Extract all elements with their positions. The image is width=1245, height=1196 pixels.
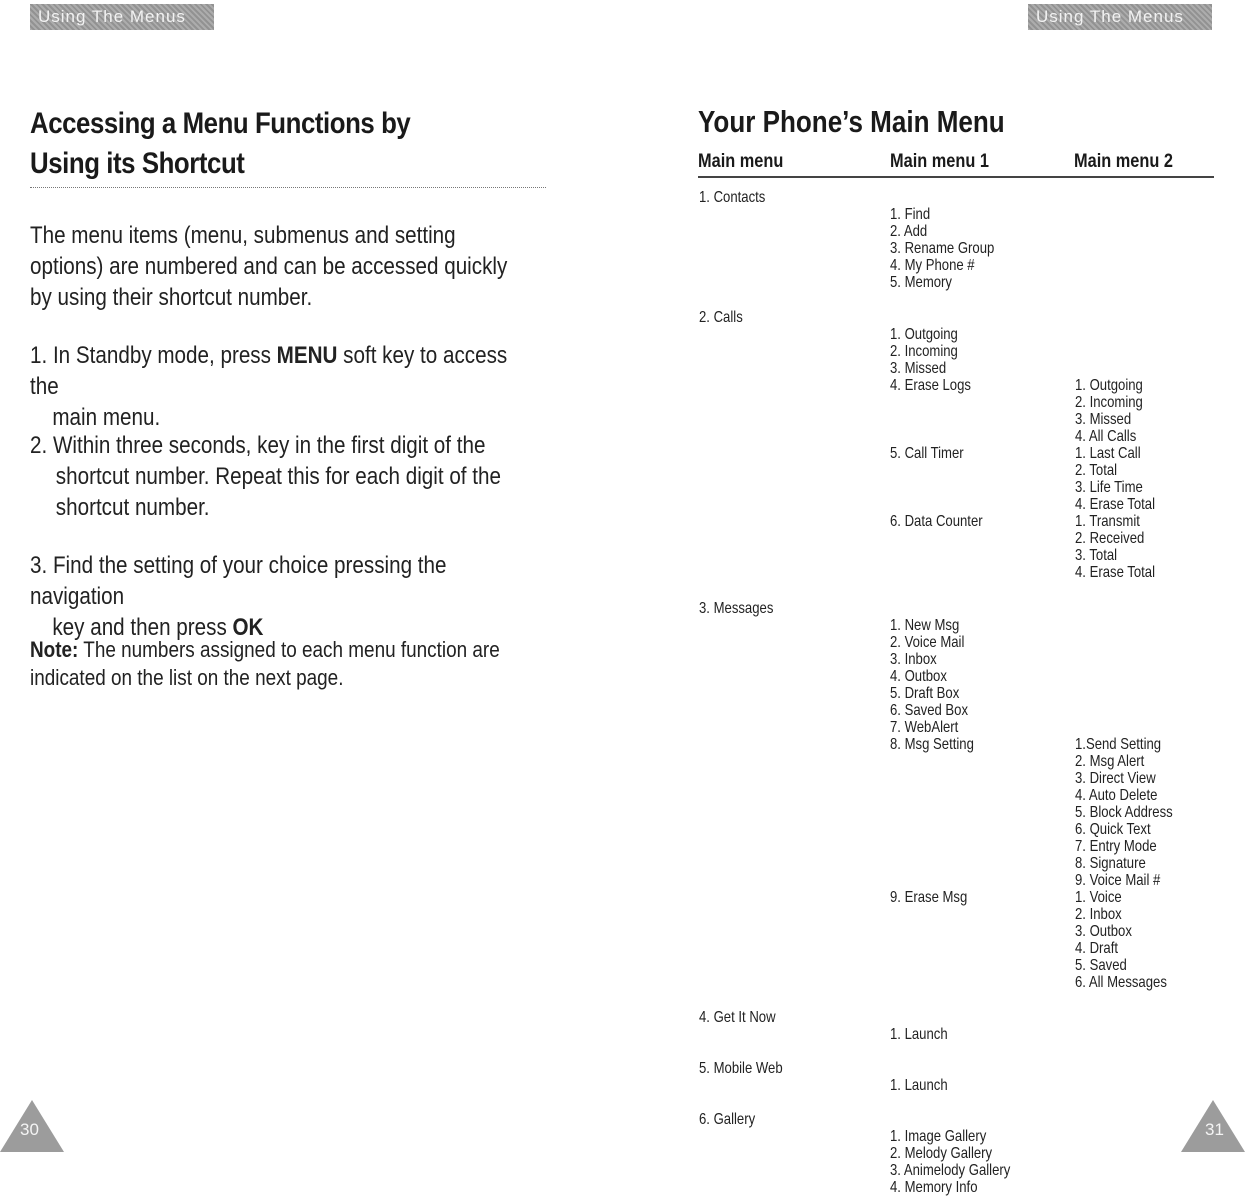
sub-submenu-item: 3. Missed <box>1075 411 1132 428</box>
submenu-item: 4. Erase Logs <box>890 377 971 394</box>
main-menu-item: 3. Messages <box>699 600 774 617</box>
submenu-item: 1. Launch <box>890 1026 948 1043</box>
step-2-line-2: shortcut number. Repeat this for each digit of the <box>55 463 501 490</box>
submenu-item: 1. Image Gallery <box>890 1128 987 1145</box>
submenu-item: 3. Missed <box>890 360 947 377</box>
main-menu-item: 6. Gallery <box>699 1111 756 1128</box>
submenu-item: 9. Erase Msg <box>890 889 968 906</box>
right-page-title: Your Phone’s Main Menu <box>698 104 1005 139</box>
sub-submenu-item: 2. Msg Alert <box>1075 753 1145 770</box>
sub-submenu-item: 1. Voice <box>1075 889 1122 906</box>
submenu-item: 3. Rename Group <box>890 240 995 257</box>
submenu-item: 7. WebAlert <box>890 719 959 736</box>
submenu-item: 2. Melody Gallery <box>890 1145 993 1162</box>
step-2 <box>30 430 512 523</box>
sub-submenu-item: 9. Voice Mail # <box>1075 872 1161 889</box>
step-2-line-3: shortcut number. <box>55 494 210 521</box>
main-menu-item: 5. Mobile Web <box>699 1060 783 1077</box>
step-1-line-2: main menu. <box>52 404 161 431</box>
note-text: The numbers assigned to each menu function are indicated on the list on the next page. <box>30 637 500 690</box>
sub-submenu-item: 2. Received <box>1075 530 1145 547</box>
sub-submenu-item: 1.Send Setting <box>1075 736 1162 753</box>
sub-submenu-item: 1. Last Call <box>1075 445 1141 462</box>
submenu-item: 4. Outbox <box>890 668 947 685</box>
step-3-line-1: 3. Find the setting of your choice pressing the navigation <box>30 552 447 610</box>
intro-paragraph: The menu items (menu, submenus and setting options) are numbered and can be accessed quickly by using their shortcut number. <box>30 222 508 311</box>
column-header-main-menu-2: Main menu 2 <box>1074 151 1173 172</box>
sub-submenu-item: 6. Quick Text <box>1075 821 1151 838</box>
menu-key-label: MENU <box>276 342 338 369</box>
note-paragraph <box>30 636 512 692</box>
section-tab-left: Using The Menus <box>30 4 214 30</box>
sub-submenu-item: 4. Erase Total <box>1075 496 1155 513</box>
ok-key-label: OK <box>232 614 264 641</box>
submenu-item: 3. Animelody Gallery <box>890 1162 1011 1179</box>
sub-submenu-item: 3. Direct View <box>1075 770 1156 787</box>
page-number-left: 30 <box>20 1120 39 1139</box>
step-2-line-1: 2. Within three seconds, key in the first digit of the <box>30 432 486 459</box>
submenu-item: 3. Inbox <box>890 651 937 668</box>
sub-submenu-item: 3. Outbox <box>1075 923 1132 940</box>
sub-submenu-item: 5. Block Address <box>1075 804 1173 821</box>
submenu-item: 2. Voice Mail <box>890 634 965 651</box>
sub-submenu-item: 3. Total <box>1075 547 1118 564</box>
sub-submenu-item: 2. Incoming <box>1075 394 1143 411</box>
sub-submenu-item: 1. Transmit <box>1075 513 1140 530</box>
sub-submenu-item: 4. All Calls <box>1075 428 1137 445</box>
submenu-item: 6. Saved Box <box>890 702 969 719</box>
submenu-item: 1. Find <box>890 206 931 223</box>
submenu-item: 2. Incoming <box>890 343 958 360</box>
sub-submenu-item: 1. Outgoing <box>1075 377 1143 394</box>
submenu-item: 4. Memory Info <box>890 1179 978 1196</box>
sub-submenu-item: 5. Saved <box>1075 957 1127 974</box>
main-menu-item: 2. Calls <box>699 309 743 326</box>
step-1-suffix: soft key to access the <box>30 342 508 400</box>
submenu-item: 5. Call Timer <box>890 445 964 462</box>
step-1 <box>30 340 512 433</box>
menu-table-header-rule <box>698 176 1214 178</box>
sub-submenu-item: 2. Total <box>1075 462 1118 479</box>
sub-submenu-item: 8. Signature <box>1075 855 1146 872</box>
sub-submenu-item: 6. All Messages <box>1075 974 1167 991</box>
sub-submenu-item: 2. Inbox <box>1075 906 1122 923</box>
sub-submenu-item: 4. Draft <box>1075 940 1119 957</box>
submenu-item: 6. Data Counter <box>890 513 983 530</box>
sub-submenu-item: 3. Life Time <box>1075 479 1143 496</box>
step-3-line-2-prefix: key and then press <box>52 614 233 641</box>
sub-submenu-item: 4. Erase Total <box>1075 564 1155 581</box>
left-title-divider <box>30 187 546 188</box>
step-1-prefix: 1. In Standby mode, press <box>30 342 277 369</box>
left-page-title: Accessing a Menu Functions by Using its Shortcut <box>30 107 411 180</box>
submenu-item: 5. Draft Box <box>890 685 960 702</box>
step-3 <box>30 550 512 643</box>
main-menu-item: 1. Contacts <box>699 189 766 206</box>
note-label: Note: <box>30 637 79 662</box>
main-menu-item: 4. Get It Now <box>699 1009 776 1026</box>
section-tab-right: Using The Menus <box>1028 4 1212 30</box>
submenu-item: 2. Add <box>890 223 928 240</box>
submenu-item: 1. Launch <box>890 1077 948 1094</box>
submenu-item: 8. Msg Setting <box>890 736 974 753</box>
column-header-main-menu-1: Main menu 1 <box>890 151 989 172</box>
submenu-item: 4. My Phone # <box>890 257 975 274</box>
submenu-item: 1. Outgoing <box>890 326 958 343</box>
submenu-item: 1. New Msg <box>890 617 960 634</box>
sub-submenu-item: 4. Auto Delete <box>1075 787 1158 804</box>
sub-submenu-item: 7. Entry Mode <box>1075 838 1157 855</box>
column-header-main-menu: Main menu <box>698 151 784 172</box>
page-number-right: 31 <box>1205 1120 1224 1139</box>
submenu-item: 5. Memory <box>890 274 952 291</box>
